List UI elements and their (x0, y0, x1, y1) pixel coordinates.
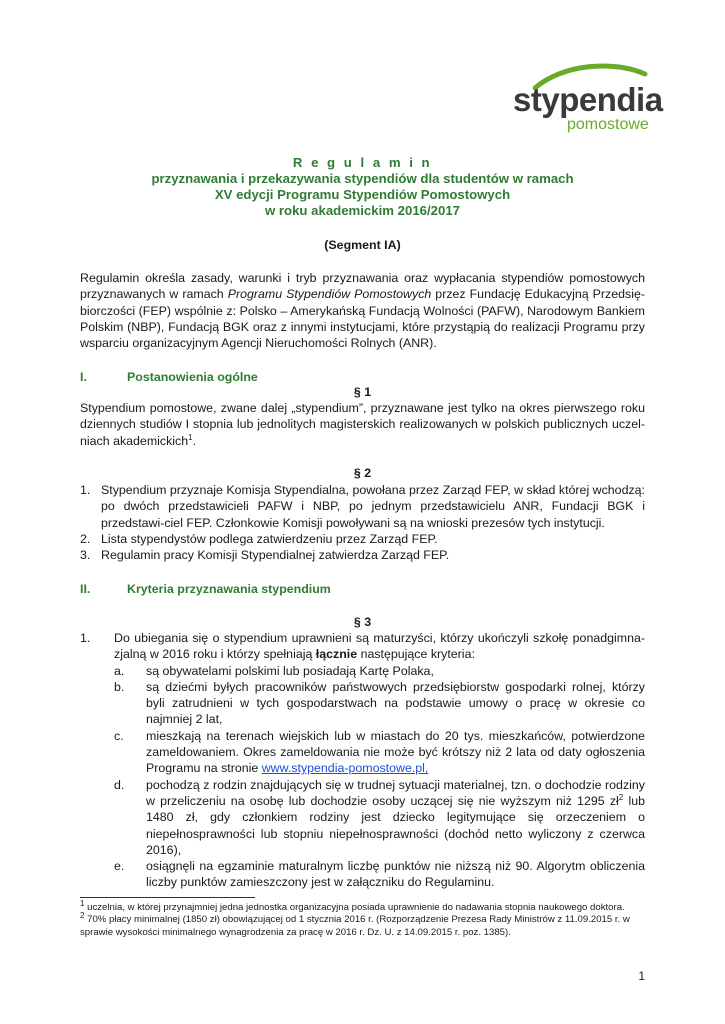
footnote-ref-1[interactable]: 1 (188, 432, 193, 442)
footnote-ref-2[interactable]: 2 (618, 792, 624, 802)
list-item: 2. Lista stypendystów podlega zatwierdzeniu przez Zarząd FEP. (80, 531, 438, 546)
paragraph-3-label: § 3 (353, 615, 372, 629)
title-line-1: przyznawania i przekazywania stypendiów dla studentów w ramach (151, 171, 574, 186)
section-2-heading: II. Kryteria przyznawania stypendium (80, 582, 331, 596)
criteria-item-d: d. pochodzą z rodzin znajdujących się w trudnej sytuacji materialnej, tzn. o dochodzie rodziny w przeliczeniu na osobę lub dochodzie osoby uczącej się nie wyższym niż 1295 $zł^2$ lub 1480 zł, gdy członkiem rodziny jest dziecko legitymujące się orzeczeniem o niepełnosprawności lub stopniu niepełnosprawności (dochód netto wyliczony z czerwca 2016), (114, 777, 645, 857)
paragraph-1-text: Stypendium pomostowe, zwane dalej „stypendium”, przyznawane jest tylko na okres pierwszego roku dziennych studiów I stopnia lub jednolitych magisterskich realizowanych w polskich publicznych uczel-niach akademickich$^1$. (80, 401, 645, 448)
stypendia-logo (513, 62, 663, 133)
program-website-link[interactable]: www.stypendia-pomostowe.pl, (261, 761, 429, 776)
footnote-2: $^2$ 70% płacy minimalnej (1850 zł) obowiązującej od 1 stycznia 2016 r. (Rozporządzenie Prezesa Rady Ministrów z 11.09.2015 r. w sprawie wysokości minimalnego wynagrodzenia za pracę w 2016 r. Dz. U. z 14.09.2015 r. poz. 1385). (80, 911, 630, 938)
page-number: 1 (638, 969, 645, 983)
title-line-3: w roku akademickim 2016/2017 (264, 203, 460, 218)
paragraph-1-label: § 1 (353, 385, 372, 399)
logo-sub-text: pomostowe (567, 116, 649, 133)
section-1-heading: I. Postanowienia ogólne (80, 370, 258, 384)
document-title: R e g u l a m i n (292, 155, 433, 170)
list-item: 1. Do ubiegania się o stypendium uprawnieni są maturzyści, którzy ukończyli szkołę ponadgimna-zjalną w 2016 roku i którzy spełniają łącznie następujące kryteria: (80, 631, 645, 662)
title-line-2: XV edycji Programu Stypendiów Pomostowych (214, 187, 511, 202)
paragraph-3-list (80, 630, 645, 891)
criteria-item-b: b. są dziećmi byłych pracowników państwowych przedsiębiorstw gospodarki rolnej, którzy byli zatrudnieni w tych gospodarstwach na podstawie umowy o pracę w okresie co najmniej 2 lat, (114, 679, 645, 727)
paragraph-2-label: § 2 (353, 466, 372, 480)
list-item: 3. Regulamin pracy Komisji Stypendialnej zatwierdza Zarząd FEP. (80, 548, 450, 563)
criteria-item-c: c. mieszkają na terenach wiejskich lub w miastach do 20 tys. mieszkańców, potwierdzone zameldowaniem. Okres zameldowania nie może być krótszy niż 2 lata od daty ogłoszenia Programu na stronie www.stypendia-pomostowe.pl, (114, 728, 645, 776)
footnotes (80, 898, 645, 939)
logo-main-text: stypendia (513, 81, 663, 118)
intro-paragraph: Regulamin określa zasady, warunki i tryb przyznawania oraz wypłacania stypendiów pomostowych przyznawanych w ramach Programu Stypendiów Pomostowych przez Fundację Edukacyjną Przedsię-biorczości (FEP) wspólnie z: Polsko – Amerykańską Fundacją Wolności (PAFW), Narodowym Bankiem Polskim (NBP), Fundacją BGK oraz z innymi instytucjami, które przystąpią do realizacji Programu przy wsparciu organizacyjnym Agencji Nieruchomości Rolnych (ANR). (80, 271, 645, 351)
footnote-separator (80, 897, 255, 898)
segment-label: (Segment IA) (324, 238, 401, 252)
criteria-item-a: a. są obywatelami polskimi lub posiadają Kartę Polaka, (114, 663, 434, 678)
criteria-item-e: e. osiągnęli na egzaminie maturalnym liczbę punktów nie niższą niż 90. Algorytm obliczenia liczby punktów zamieszczony jest w załączniku do Regulaminu. (114, 859, 645, 890)
paragraph-2-list (80, 482, 645, 563)
footnote-1: $^1$ uczelnia, w której przynajmniej jedna jednostka organizacyjna posiada uprawnienie do nadawania stopnia naukowego doktora. (80, 898, 625, 913)
list-item: 1. Stypendium przyznaje Komisja Stypendialna, powołana przez Zarząd FEP, w skład której wchodzą: po dwóch przedstawicieli PAFW i NBP, po jednym przedstawicielu ANR, Fundacji BGK i przedstawi-ciel FEP. Członkowie Komisji powoływani są na wnioski prezesów tych instytucji. (80, 483, 645, 530)
program-name: Programu Stypendiów Pomostowych (227, 287, 432, 302)
